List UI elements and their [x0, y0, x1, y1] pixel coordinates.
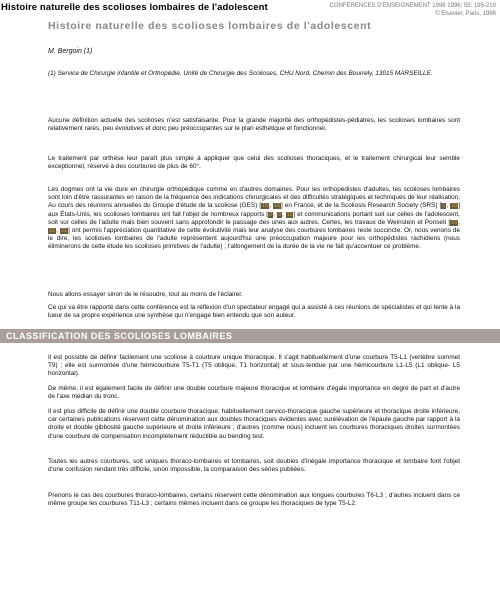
intro-paragraph-1: Aucune définition actuelle des scolioses n'est satisfaisante. Pour la grande majorité des orthopédistes-pédiatres, les scolioses lombaires sont relativement rares, peu évolutives et donc peu préoccupantes sur le plan esthétique et fonctionnel.: [48, 117, 460, 133]
source-line-copyright: © Elsevier, Paris, 1996: [435, 11, 496, 17]
section-paragraph-1: Il est possible de définir facilement une scoliose à courbure unique thoracique. Il s'agit habituellement d'une courbure T5-L1 (vertèbre sommet T9) ; elle est surmontée d'une hémicourbure T5-T1 (T5 oblique, T1 horizontal) et sous-tendue par une hémicourbure L1-L5 (L1 oblique- L5 horizontal).: [48, 354, 460, 378]
section-title: CLASSIFICATION DES SCOLIOSES LOMBAIRES: [6, 331, 233, 341]
section-paragraph-4: Toutes les autres courbures, soit uniques thoraco-lombaires et lombaires, soit doubles d'inégale importance thoracique et lombaire font l'objet d'une confusion rendant très difficile, sinon impossible, la comparaison des séries publiées.: [48, 458, 460, 474]
running-title: Histoire naturelle des scolioses lombaires de l'adolescent: [1, 2, 268, 13]
section-paragraph-2: De même, il est également facile de définir une double courbure majeure thoracique et lombaire d'égale importance en degré de part et d'autre de l'axe médian du tronc.: [48, 385, 460, 401]
section-header: [0, 329, 500, 343]
source-citation: [330, 2, 496, 18]
author-line: M. Bergoin (1): [48, 48, 93, 55]
section-paragraph-5: Prenons le cas des courbures thoraco-lombaires, certains réservent cette dénomination aux longues courbures T6-L3 ; d'autres incluent dans ce même groupe les courbures T11-L3 ; certains mêmes incluent dans ce groupe les thoraciques de type T5-L2.: [48, 492, 460, 508]
reference-link[interactable]: 15: [262, 203, 269, 210]
intro-paragraph-5: Ce qui va être rapporté dans cette conférence est la réflexion d'un spectateur engagé qui a assisté à ces réunions de spécialistes et qui tente à la lueur de sa propre expérience une synthèse qui n'engage bien entendu que son auteur.: [48, 304, 460, 320]
intro-paragraph-4: Nous allons essayer sinon de le résoudre, tout au moins de l'éclairer.: [48, 291, 243, 298]
reference-link[interactable]: 16: [273, 203, 281, 210]
intro-paragraph-2: Le traitement par orthèse leur paraît plus simple à appliquer que celui des scolioses thoraciques, et le traitement chirurgical leur semble exceptionnel, réservé à des courbures de plus de 60°.: [48, 155, 460, 171]
reference-link[interactable]: 10: [451, 203, 458, 210]
reference-link[interactable]: 2: [269, 211, 273, 218]
reference-link[interactable]: 20: [49, 228, 56, 235]
source-line-journal: CONFÉRENCES D'ENSEIGNEMENT 1996 1996; 55: 195-210: [329, 3, 496, 9]
intro-paragraph-3: Les dogmes ont la vie dure en chirurgie orthopédique comme en d'autres domaines. Pour les orthopédistes d'adultes, les scolioses lombaires sont loin d'être rassurantes en raison de la fréquence des indications chirurgicales et des difficultés stratégiques et techniques de leur réalisation. Au cours des réunions annuelles du Groupe d'étude de la scoliose (GES) [15, 16] en France, et de la Scoliosis Research Society (SRS) [1, 10] aux États-Unis, les scolioses lombaires ont fait l'objet de nombreux rapports [2, 3, 11] et communications portant soit sur celles de l'adolescent, soit sur celles de l'adulte mais bien souvent sans approfondir le passage des unes aux autres. Certes, les travaux de Weinstein et Ponseti [19, 20, 21] ont permis l'appréciation quantitative de cette évolutivité mais leur analyse des courbures lombaires reste succincte. Or, nous venons de le dire, les scolioses lombaires de l'adulte représentent aujourd'hui une préoccupation majeure pour les orthopédistes rachidiens (nous éliminerons de cette étude les scolioses primitives de l'adulte) ; l'allongement de la durée de la vie ne fait qu'accentuer ce problème.: [48, 186, 460, 251]
header-bar: [0, 0, 500, 20]
affiliation: (1) Service de Chirurgie infantile et Orthopédie, Unité de Chirurgie des Scolioses, CHU Nord, Chemin des Bourrely, 13015 MARSEILLE.: [48, 70, 433, 77]
article-title: Histoire naturelle des scolioses lombaires de l'adolescent: [48, 20, 372, 32]
reference-link[interactable]: 11: [286, 211, 293, 218]
section-paragraph-3: Il est plus difficile de définir une double courbure thoracique, habituellement cervico-thoracique gauche supérieure et thoracique droite inférieure, car certaines publications réservent cette dénomination aux doubles thoraciques évidentes avec surélévation de l'épaule gauche par rapport à la droite et double gibbosité gauche supérieure et droite inférieure ; d'autres (comme nous) incluent les courbures thoraciques droites surmontées d'une courbure de compensation incomplètement réductible au bending test.: [48, 408, 460, 440]
reference-link[interactable]: 21: [60, 228, 67, 235]
reference-link[interactable]: 3: [277, 211, 281, 218]
reference-link[interactable]: 19: [451, 219, 458, 226]
reference-link[interactable]: 1: [442, 203, 446, 210]
